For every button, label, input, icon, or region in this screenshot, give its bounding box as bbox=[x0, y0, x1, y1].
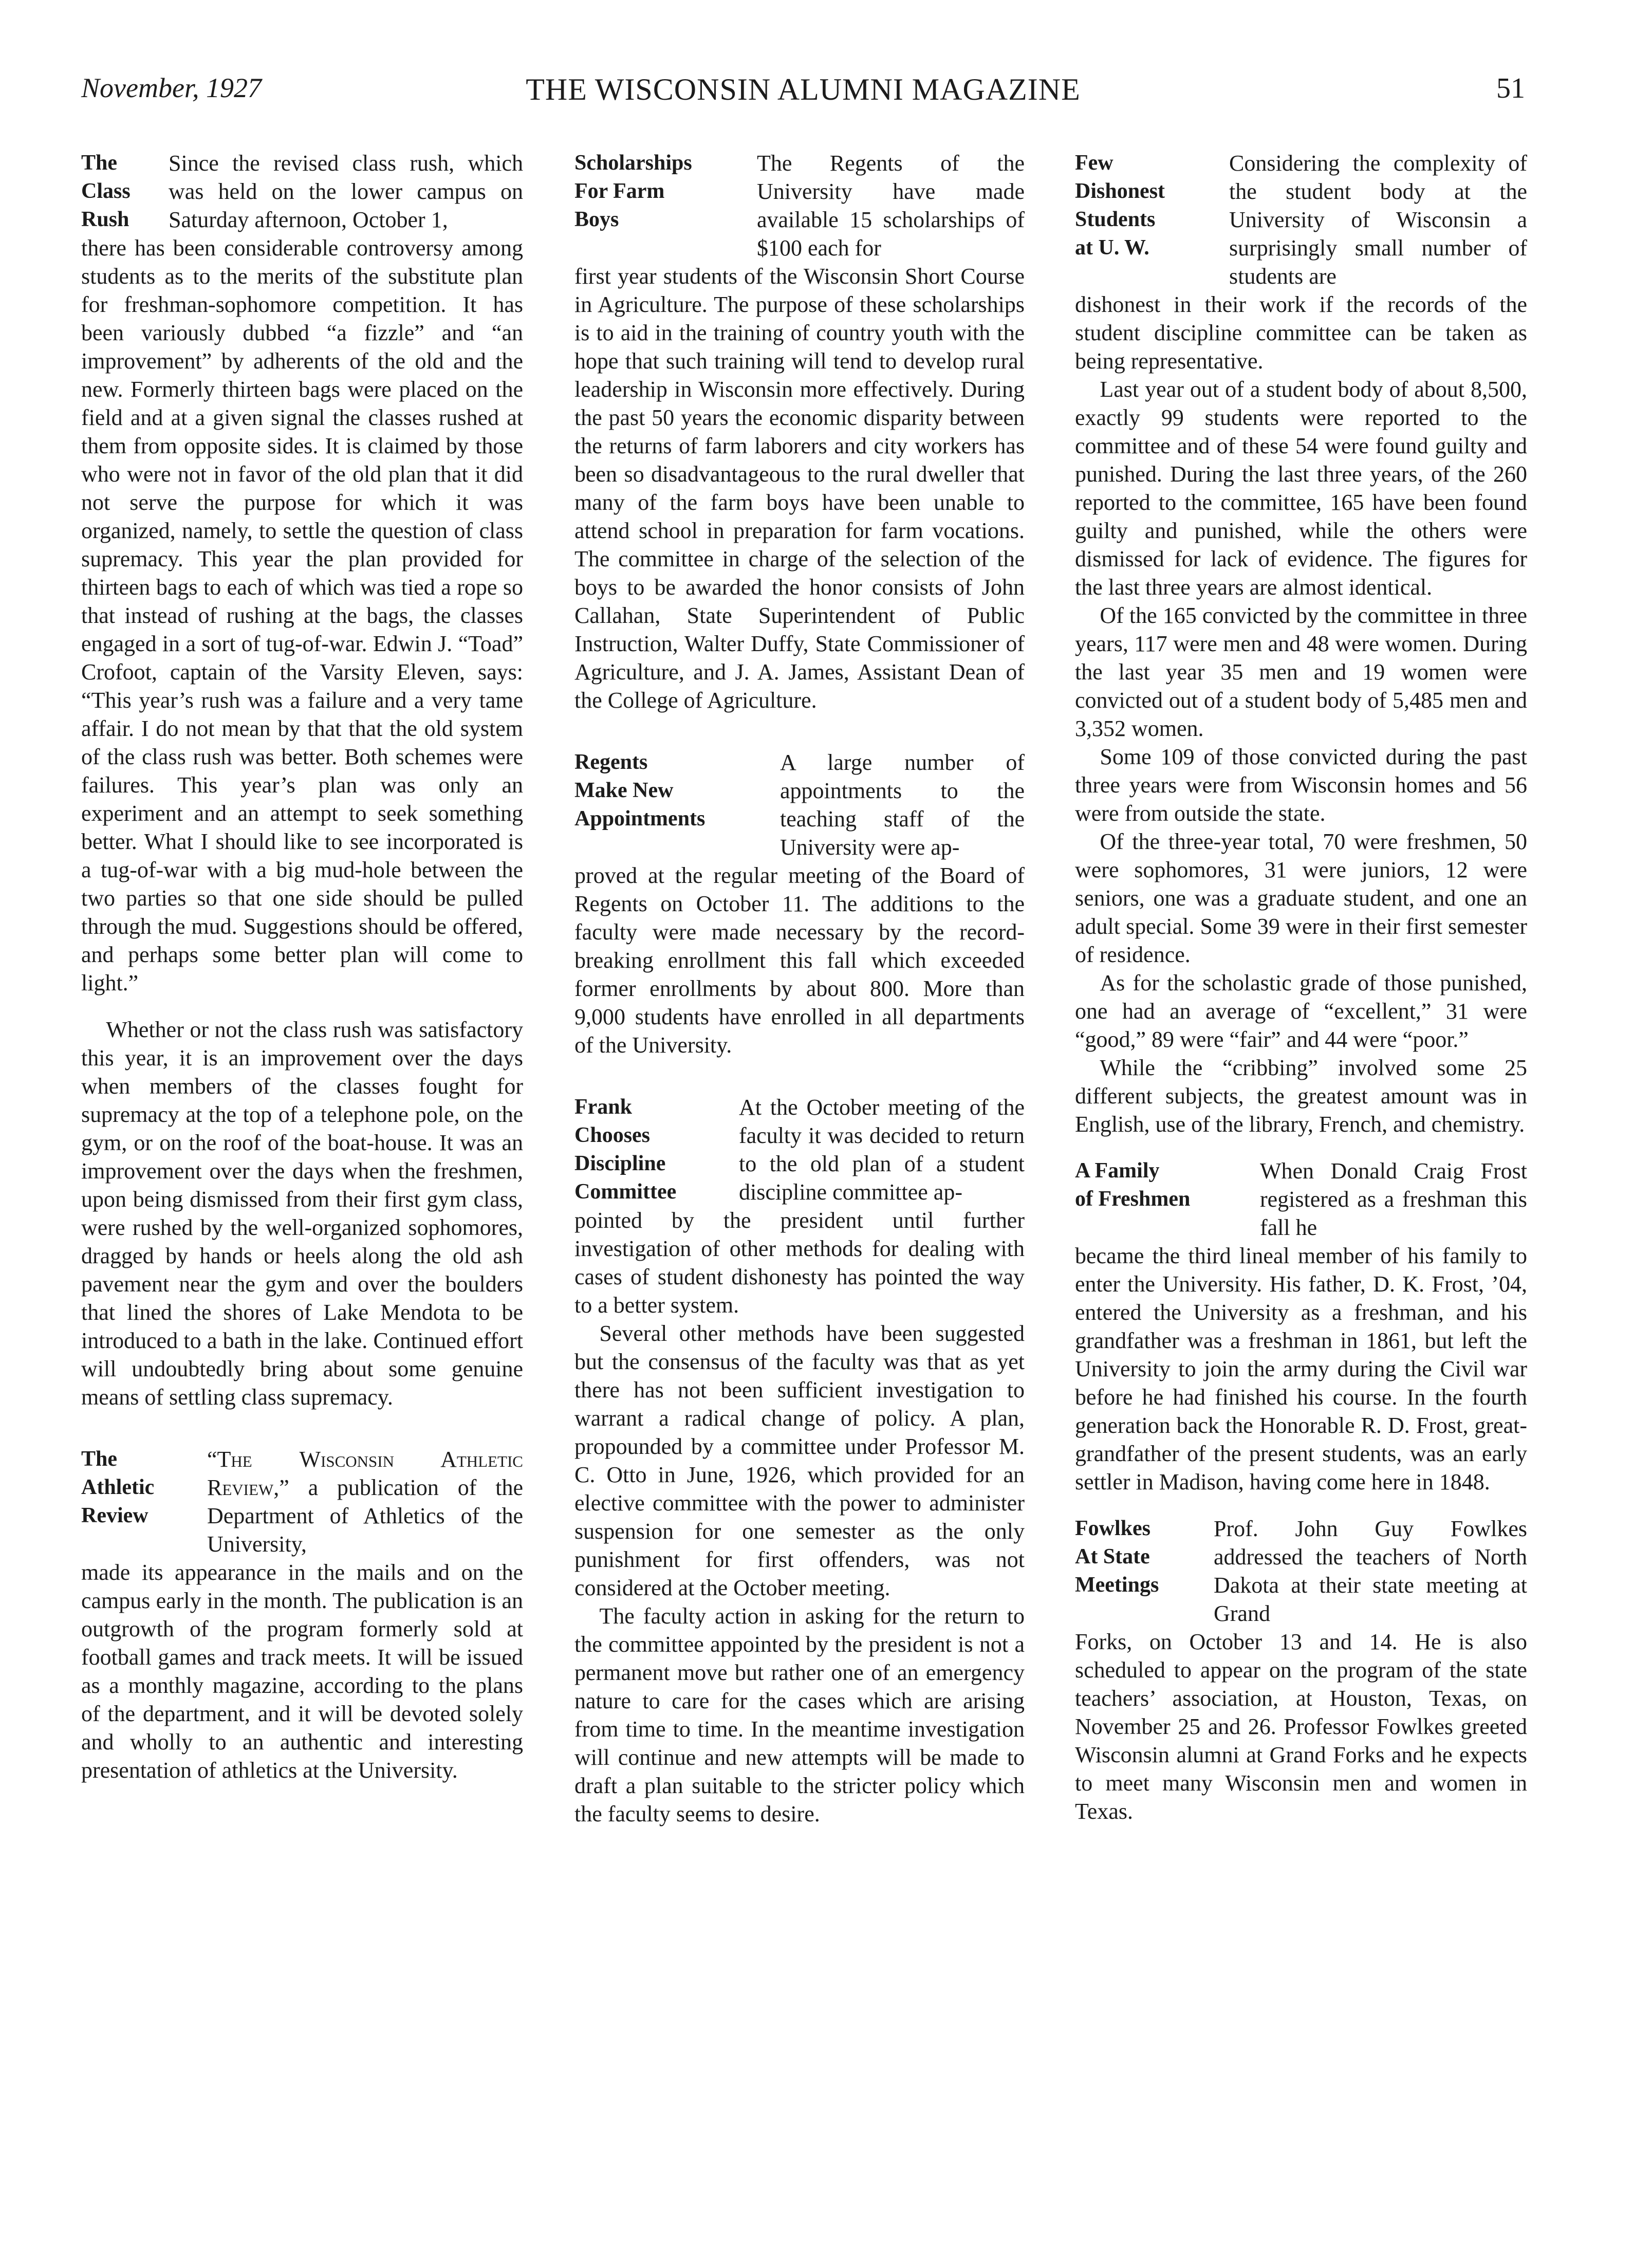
article-heading: Few Dishonest Students at U. W. bbox=[1075, 151, 1165, 260]
article-lead: Considering the complexity of the student body at the University of Wisconsin a surprisingly small number of students are bbox=[1229, 151, 1527, 289]
article-lead: “The Wisconsin Athletic Review,” a publication of the Department of Athletics of the University, bbox=[207, 1447, 523, 1557]
article-class-rush bbox=[81, 149, 523, 1411]
article-lead: Prof. John Guy Fowlkes addressed the teachers of North Dakota at their state meeting at Grand bbox=[1214, 1516, 1527, 1626]
article-paragraph: Whether or not the class rush was satisfactory this year, it is an improvement over the days when members of the classes fought for supremacy at the top of a telephone pole, on the gym, or on the roof of the boat-house. It was an improvement over the days when the freshmen, upon being dismissed from their first gym class, were rushed by the well-organized sophomores, dragged by hands or heels along the old ash pavement near the gym and over the boulders that lined the shores of Lake Mendota to be introduced to a bath in the lake. Continued effort will undoubtedly bring about some genuine means of settling class supremacy. bbox=[81, 1017, 523, 1410]
article-lead: The Regents of the University have made available 15 scholarships of $100 each for bbox=[757, 151, 1025, 261]
article-body: dishonest in their work if the records of the student discipline committee can be taken as being representative. bbox=[1075, 292, 1527, 374]
article-paragraph: Last year out of a student body of about 8,500, exactly 99 students were reported to the committee and of these 54 were found guilty and punished. During the last three years, of the 260 reported to the committee, 165 have been found guilty and punished, while the others were dismissed for lack of evidence. The figures for the last three years are almost identical. bbox=[1075, 377, 1527, 600]
article-heading: Regents Make New Appointments bbox=[574, 750, 706, 831]
article-heading: The Class Rush bbox=[81, 151, 131, 231]
article-paragraph: Some 109 of those convicted during the past three years were from Wisconsin homes and 56 were from outside the state. bbox=[1075, 744, 1527, 826]
article-regents bbox=[574, 748, 1025, 1059]
article-paragraph: The faculty action in asking for the return to the committee appointed by the president is not a permanent move but rather one of an emergency nature to care for the cases which are arising from time to time. In the meantime investigation will continue and new attempts will be made to draft a plan suitable to the stricter policy which the faculty seems to desire. bbox=[574, 1603, 1025, 1826]
article-heading: Frank Chooses Discipline Committee bbox=[574, 1095, 677, 1204]
page-header bbox=[81, 72, 1525, 118]
page-number: 51 bbox=[1496, 72, 1525, 104]
article-lead: A large number of appointments to the teaching staff of the University were ap- bbox=[780, 750, 1025, 860]
article-heading: Scholarships For Farm Boys bbox=[574, 151, 692, 231]
article-lead: When Donald Craig Frost registered as a freshman this fall he bbox=[1260, 1158, 1527, 1240]
issue-date: November, 1927 bbox=[81, 72, 262, 103]
magazine-title: THE WISCONSIN ALUMNI MAGAZINE bbox=[526, 72, 1081, 106]
article-athletic-review bbox=[81, 1445, 523, 1784]
article-body: Forks, on October 13 and 14. He is also scheduled to appear on the program of the state teachers’ association, at Houston, Texas, on November 25 and 26. Professor Fowlkes greeted Wisconsin alumni at Grand Forks and he expects to meet many Wisconsin men and women in Texas. bbox=[1075, 1629, 1527, 1824]
column-1 bbox=[81, 149, 523, 1803]
article-paragraph: Of the three-year total, 70 were freshmen, 50 were sophomores, 31 were juniors, 12 were seniors, one was a graduate student, and one an adult special. Some 39 were in their first semester of residence. bbox=[1075, 829, 1527, 967]
article-lead: Since the revised class rush, which was held on the lower campus on Saturday afternoon, October 1, bbox=[169, 151, 523, 232]
article-scholarships bbox=[574, 149, 1025, 714]
article-heading: A Family of Freshmen bbox=[1075, 1159, 1191, 1211]
article-heading: The Athletic Review bbox=[81, 1447, 155, 1527]
article-lead: At the October meeting of the faculty it was decided to return to the old plan of a student discipline committee ap- bbox=[739, 1095, 1025, 1205]
article-body: first year students of the Wisconsin Short Course in Agriculture. The purpose of these scholarships is to aid in the training of country youth with the hope that such training will tend to develop rural leadership in Wisconsin more effectively. During the past 50 years the economic disparity between the returns of farm laborers and city workers has been so disadvantageous to the rural dweller that many of the farm boys have been unable to attend school in preparation for farm vocations. The committee in charge of the selection of the boys to be awarded the honor consists of John Callahan, State Superintendent of Public Instruction, Walter Duffy, State Commissioner of Agriculture, and J. A. James, Assistant Dean of the College of Agriculture. bbox=[574, 264, 1025, 713]
article-paragraph: As for the scholastic grade of those punished, one had an average of “excellent,” 31 were “good,” 89 were “fair” and 44 were “poor.” bbox=[1075, 970, 1527, 1052]
article-fowlkes bbox=[1075, 1515, 1527, 1825]
article-body: there has been considerable controversy among students as to the merits of the substitute plan for freshman-sophomore competition. It has been variously dubbed “a fizzle” and “an improvement” by adherents of the old and the new. Formerly thirteen bags were placed on the field and at a given signal the classes rushed at them from opposite sides. It is claimed by those who were not in favor of the old plan that it did not serve the purpose for which it was organized, namely, to settle the question of class supremacy. This year the plan provided for thirteen bags to each of which was tied a rope so that instead of rushing at the bags, the classes engaged in a sort of tug-of-war. Edwin J. “Toad” Crofoot, captain of the Varsity Eleven, says: “This year’s rush was a failure and a very tame affair. I do not mean by that that the old system of the class rush was better. Both schemes were failures. This year’s plan was only an experiment and an attempt to seek something better. What I should like to see incorporated is a tug-of-war with a big mud-hole between the two parties so that one side should be pulled through the mud. Suggestions should be offered, and perhaps some better plan will come to light.” bbox=[81, 235, 523, 995]
column-2 bbox=[574, 149, 1025, 1847]
article-heading: Fowlkes At State Meetings bbox=[1075, 1517, 1159, 1597]
article-body: pointed by the president until further investigation of other methods for dealing with cases of student dishonesty has pointed the way to a better system. bbox=[574, 1208, 1025, 1318]
article-body: became the third lineal member of his family to enter the University. His father, D. K. Frost, ’04, entered the University as a freshman, and his grandfather was a freshman in 1861, but left the University to join the army during the Civil war before he had finished his course. In the fourth generation back the Honorable R. D. Frost, great-grandfather of the present students, was an early settler in Madison, having come here in 1848. bbox=[1075, 1243, 1527, 1494]
article-family-of-freshmen bbox=[1075, 1157, 1527, 1496]
article-body: made its appearance in the mails and on the campus early in the month. The publication is an outgrowth of the program formerly sold at football games and track meets. It will be issued as a monthly magazine, according to the plans of the department, and it will be devoted solely and wholly to an authentic and interesting presentation of athletics at the University. bbox=[81, 1560, 523, 1783]
article-frank-chooses bbox=[574, 1093, 1025, 1828]
article-paragraph: Several other methods have been suggested but the consensus of the faculty was that as yet there has not been sufficient investigation to warrant a radical change of policy. A plan, propounded by a committee under Professor M. C. Otto in June, 1926, which provided for an elective committee with the power to administer suspension for one semester as the only punishment for first offenders, was not considered at the October meeting. bbox=[574, 1321, 1025, 1600]
article-paragraph: Of the 165 convicted by the committee in three years, 117 were men and 48 were women. During the last year 35 men and 19 women were convicted out of a student body of 5,485 men and 3,352 women. bbox=[1075, 603, 1527, 741]
article-paragraph: While the “cribbing” involved some 25 different subjects, the greatest amount was in English, use of the library, French, and chemistry. bbox=[1075, 1055, 1527, 1137]
article-body: proved at the regular meeting of the Board of Regents on October 11. The additions to the faculty were made necessary by the record-breaking enrollment this fall which exceeded former enrollments by about 800. More than 9,000 students have enrolled in all departments of the University. bbox=[574, 863, 1025, 1058]
publication-title: “The Wisconsin Athletic Review,” bbox=[207, 1447, 523, 1500]
article-dishonest-students bbox=[1075, 149, 1527, 1138]
column-3 bbox=[1075, 149, 1527, 1844]
